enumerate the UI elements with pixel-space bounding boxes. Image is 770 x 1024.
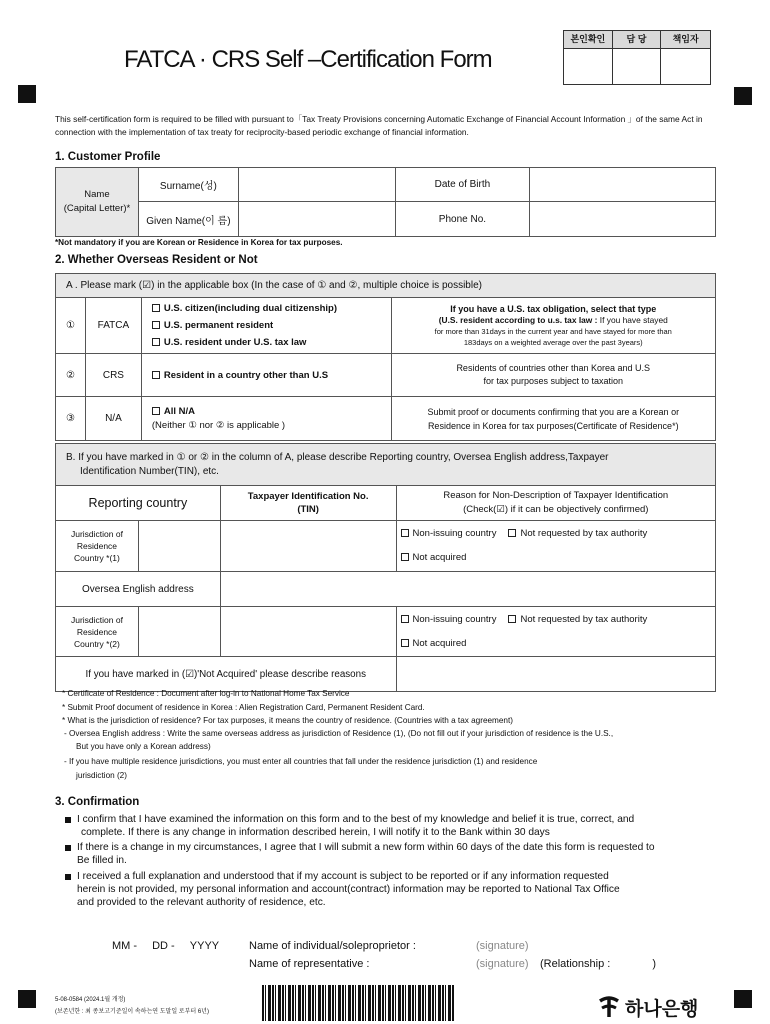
barcode [262,985,454,1021]
retention-note: (보존년한 : 최 종보고기준일이 속하는연 도말일 로부터 6년) [55,1009,209,1015]
checkbox[interactable] [152,407,160,415]
stamp-header-manager: 책임자 [661,31,710,49]
bullet [65,874,71,880]
resident-status-table [55,273,716,441]
checkbox[interactable] [152,338,160,346]
footnote: But you have only a Korean address) [76,742,211,751]
checkbox[interactable] [401,639,409,647]
crs-label: CRS [85,354,141,397]
jurisdiction-1-label: Jurisdiction of Residence Country *(1) [56,521,139,572]
fatca-options [141,298,391,354]
name-individual-label: Name of individual/soleproprietor : [249,940,416,952]
fatca-option-permanent[interactable]: U.S. permanent resident [152,317,391,334]
checkbox[interactable] [508,615,516,623]
jurisdiction-1-country-field[interactable] [138,521,220,572]
customer-profile-table [55,167,716,237]
signature-field-2[interactable]: (signature) [476,958,529,970]
fatca-label: FATCA [85,298,141,354]
checkbox[interactable] [401,615,409,623]
fatca-option-resident[interactable]: U.S. resident under U.S. tax law [152,334,391,351]
given-name-label: Given Name(이 름) [138,202,238,237]
date-fields[interactable]: MM - DD - YYYY [112,940,220,952]
checkbox[interactable] [152,321,160,329]
confirmation-item: I confirm that I have examined the information on this form and to the best of my knowledge and belief it is true, correct, and complete. If there is any change in information described herein, I will notify it to the Bank within 30 days [77,814,635,838]
intro-text: This self-certification form is required to be filled with pursuant to「Tax Treaty Provisions concerning Automatic Exchange of Financial Account Information 」of the same Act in connection with the implementation of tax treaty for reciprocity-based periodic exchange of financial information. [55,114,703,137]
not-acquired-reason-field[interactable] [396,657,715,692]
reporting-country-table [55,443,716,692]
relationship-field[interactable]: (Relationship : ) [540,958,656,970]
given-name-field[interactable] [238,202,395,237]
non-issuing-option[interactable]: Non-issuing country [401,614,497,625]
na-option: All N/A (Neither ① nor ② is applicable ) [141,397,391,441]
not-acquired-option[interactable]: Not acquired [401,546,715,570]
checkbox[interactable] [508,529,516,537]
stamp-cell[interactable] [564,49,613,84]
jurisdiction-2-country-field[interactable] [138,607,220,657]
tin-header: Taxpayer Identification No. (TIN) [220,486,396,521]
bank-logo-icon [596,993,622,1019]
crs-number: ② [56,354,86,397]
surname-label: Surname(성) [138,168,238,202]
stamp-cell[interactable] [613,49,662,84]
registration-mark [734,990,752,1008]
stamp-header-staff: 담 당 [613,31,662,49]
name-representative-label: Name of representative : [249,958,370,970]
dob-field[interactable] [530,168,716,202]
confirmation-item: If there is a change in my circumstances, I agree that I will submit a new form within 60 days of the date this form is requested to Be filled in. [77,842,655,866]
registration-mark [18,990,36,1008]
section-heading: 3. Confirmation [55,796,140,808]
registration-mark [734,87,752,105]
checkbox[interactable] [401,529,409,537]
footnote: * Submit Proof document of residence in Korea : Alien Registration Card, Permanent Resident Card. [62,703,425,712]
jurisdiction-1-tin-field[interactable] [220,521,396,572]
na-number: ③ [56,397,86,441]
oversea-address-field[interactable] [220,572,715,607]
checkbox[interactable] [401,553,409,561]
registration-mark [18,85,36,103]
phone-label: Phone No. [395,202,530,237]
bank-logo-text: 하나은행 [625,999,699,1020]
confirmation-item: I received a full explanation and understood that if my account is subject to be reported or if any information requested herein is not provided, my personal information and account(contract) information may be reported to National Tax Office and provided to the relevant authority of residence, etc. [77,871,620,908]
section-heading: 1. Customer Profile [55,151,161,163]
fatca-option-citizen[interactable]: U.S. citizen(including dual citizenship) [152,300,391,317]
non-issuing-option[interactable]: Non-issuing country [401,528,497,539]
footnote: jurisdiction (2) [76,771,127,780]
fatca-description: If you have a U.S. tax obligation, select that type (U.S. resident according to u.s. tax law : If you have stayed for more than 31days in the current year and have stayed for more than 183days on a weighted average over the past 3years) [391,298,715,354]
stamp-header-identity: 본인확인 [564,31,613,49]
profile-note: *Not mandatory if you are Korean or Residence in Korea for tax purposes. [55,238,343,247]
surname-field[interactable] [238,168,395,202]
section-a-header: A . Please mark (☑) in the applicable box (In the case of ① and ②, multiple choice is possible) [56,274,716,298]
crs-description: Residents of countries other than Korea and U.S for tax purposes subject to taxation [391,354,715,397]
checkbox[interactable] [152,371,160,379]
jurisdiction-1-reasons [396,521,715,572]
jurisdiction-2-reasons [396,607,715,657]
stamp-cell[interactable] [661,49,710,84]
bullet [65,817,71,823]
checkbox[interactable] [152,304,160,312]
footnote: - Oversea English address : Write the same overseas address as jurisdiction of Residence (1), (Do not fill out if your jurisdiction of residence is the U.S., [64,729,614,738]
section-heading: 2. Whether Overseas Resident or Not [55,254,258,266]
crs-option[interactable]: Resident in a country other than U.S [141,354,391,397]
name-label: Name (Capital Letter)* [56,168,139,237]
na-checkbox-row[interactable]: All N/A [152,405,391,419]
approval-stamp-box [563,30,711,85]
not-acquired-reason-label: If you have marked in (☑)'Not Acquired' please describe reasons [56,657,397,692]
reason-header: Reason for Non-Description of Taxpayer Identification (Check(☑) if it can be objectively confirmed) [396,486,715,521]
jurisdiction-2-label: Jurisdiction of Residence Country *(2) [56,607,139,657]
form-title: FATCA · CRS Self –Certification Form [124,46,492,73]
signature-field-1[interactable]: (signature) [476,940,529,952]
footnote: - If you have multiple residence jurisdictions, you must enter all countries that fall under the residence jurisdiction (1) and residence [64,757,538,766]
phone-field[interactable] [530,202,716,237]
not-requested-option[interactable]: Not requested by tax authority [508,528,647,539]
footnote: * Certificate of Residence : Document after log-in to National Home Tax Service [62,689,350,698]
dob-label: Date of Birth [395,168,530,202]
reporting-country-header: Reporting country [56,486,221,521]
oversea-address-label: Oversea English address [56,572,221,607]
na-description: Submit proof or documents confirming that you are a Korean or Residence in Korea for tax purposes(Certificate of Residence*) [391,397,715,441]
not-acquired-option[interactable]: Not acquired [401,632,715,656]
jurisdiction-2-tin-field[interactable] [220,607,396,657]
footnote: * What is the jurisdiction of residence? For tax purposes, it means the country of residence. (Countries with a tax agreement) [62,716,513,725]
not-requested-option[interactable]: Not requested by tax authority [508,614,647,625]
form-code: 5-08-0584 (2024.1월 개정) [55,997,126,1003]
fatca-number: ① [56,298,86,354]
bullet [65,845,71,851]
na-label: N/A [85,397,141,441]
section-b-header: B. If you have marked in ① or ② in the column of A, please describe Reporting country, Oversea English address,Taxpayer Identification Number(TIN), etc. [56,444,716,486]
